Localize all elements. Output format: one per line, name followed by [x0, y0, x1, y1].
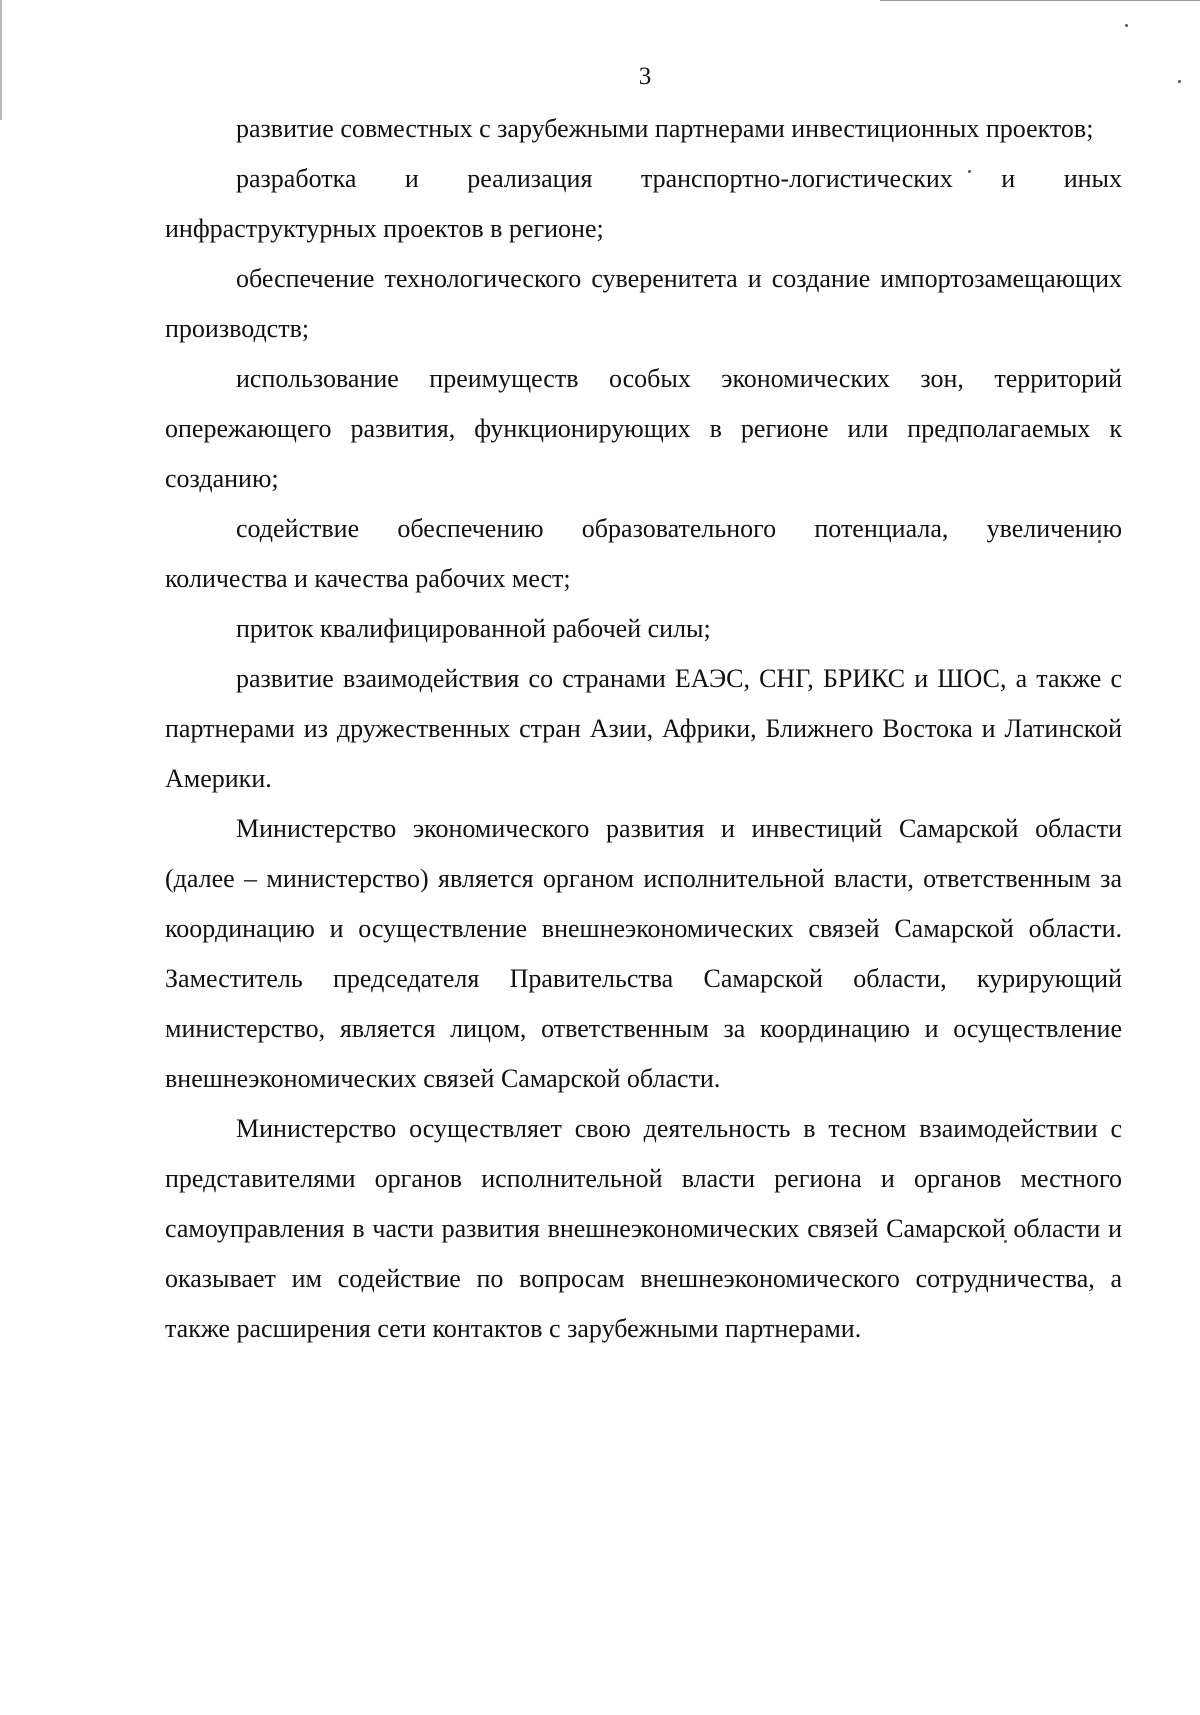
paragraph-special-economic-zones: использование преимуществ особых экономических зон, территорий опережающего развития, функционирующих в регионе или предполагаемых к созданию; [165, 364, 1122, 493]
paragraph-skilled-labor: приток квалифицированной рабочей силы; [236, 614, 711, 643]
paragraph-educational-potential: содействие обеспечению образовательного потенциала, увеличению количества и качества рабочих мест; [165, 514, 1122, 593]
scan-edge-mark [0, 0, 2, 120]
paragraph-investment-projects: развитие совместных с зарубежными партнерами инвестиционных проектов; [236, 114, 1094, 143]
scan-top-mark [880, 0, 1200, 1]
paragraph-infrastructure-projects: разработка и реализация транспортно-логистических и иных инфраструктурных проектов в регионе; [165, 164, 1122, 243]
paragraph-ministry-role: Министерство экономического развития и инвестиций Самарской области (далее – министерство) является органом исполнительной власти, ответственным за координацию и осуществление внешнеэкономических связей Самарской области. Заместитель председателя Правительства Самарской области, курирующий министерство, является лицом, ответственным за координацию и осуществление внешнеэкономических связей Самарской области. [165, 814, 1122, 1093]
page-number: 3 [638, 63, 652, 90]
scan-speck [1125, 24, 1128, 27]
paragraph-international-cooperation: развитие взаимодействия со странами ЕАЭС, СНГ, БРИКС и ШОС, а также с партнерами из дружественных стран Азии, Африки, Ближнего Востока и Латинской Америки. [165, 664, 1122, 793]
paragraph-technological-sovereignty: обеспечение технологического суверенитета и создание импортозамещающих производств; [165, 264, 1122, 343]
document-body [165, 104, 1122, 1354]
paragraph-ministry-activity: Министерство осуществляет свою деятельность в тесном взаимодействии с представителями органов исполнительной власти региона и органов местного самоуправления в части развития внешнеэкономических связей Самарской области и оказывает им содействие по вопросам внешнеэкономического сотрудничества, а также расширения сети контактов с зарубежными партнерами. [165, 1114, 1122, 1343]
